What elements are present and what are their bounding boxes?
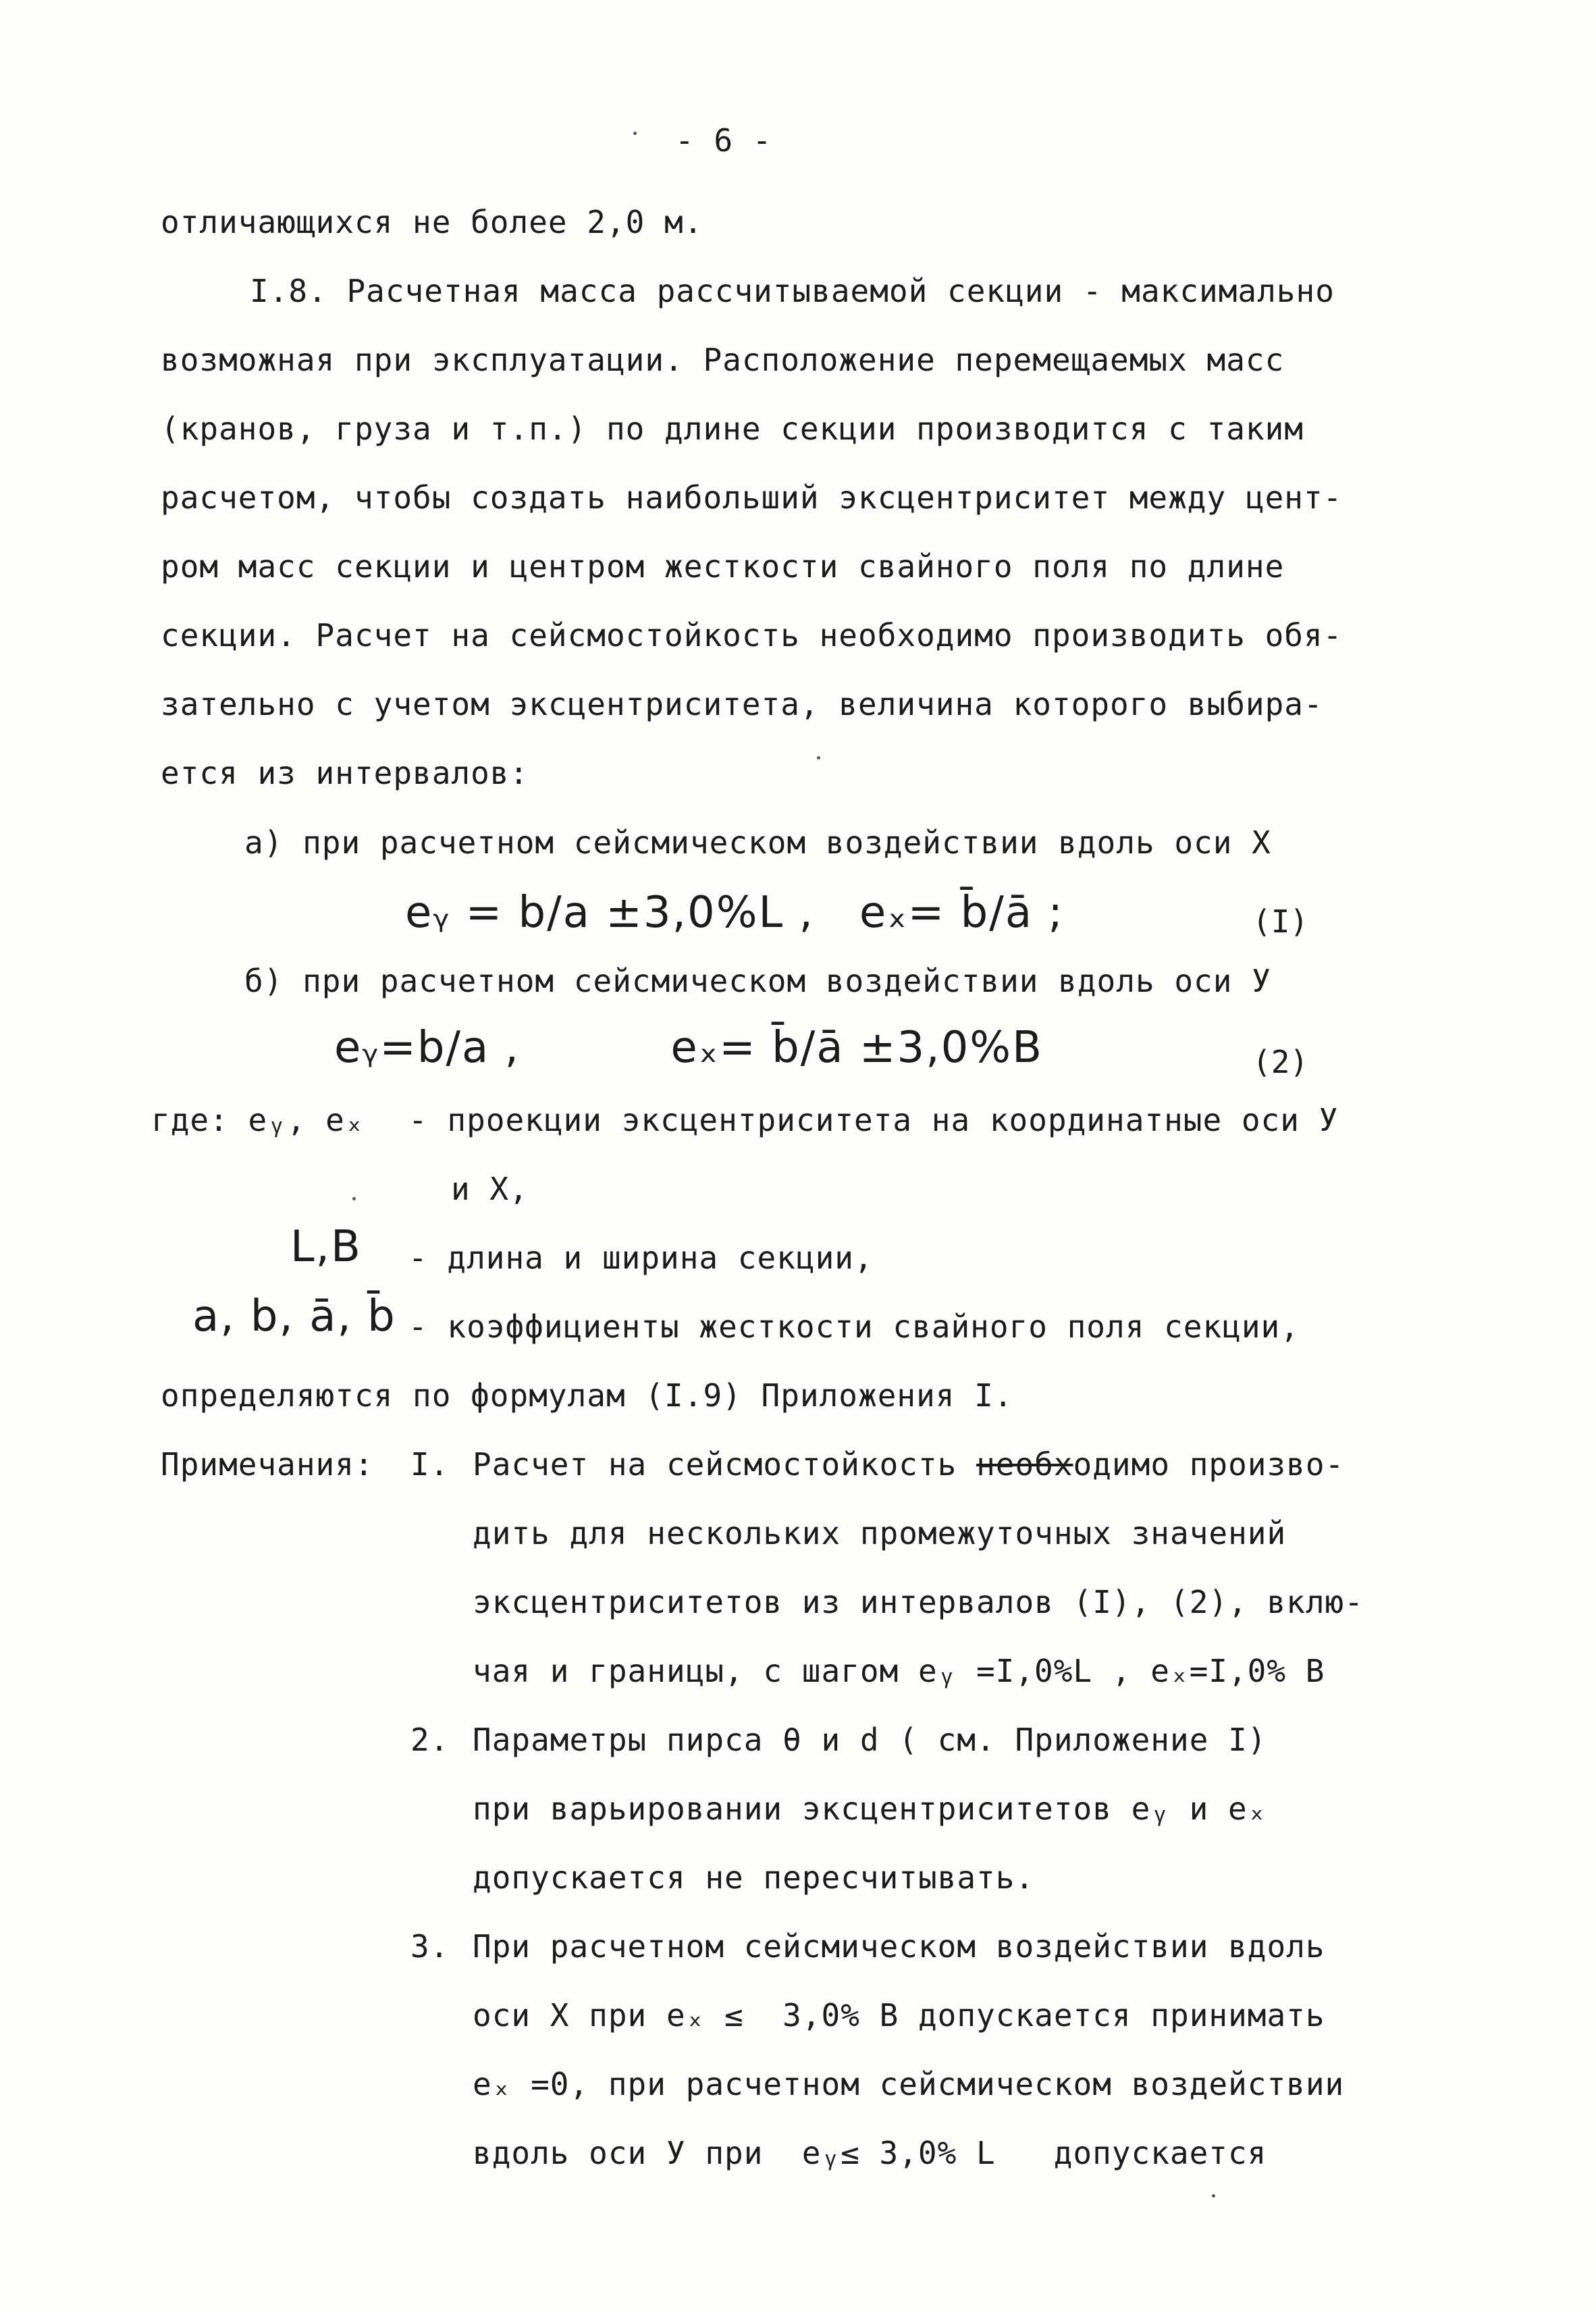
definitions-tail: определяются по формулам (I.9) Приложения I.: [161, 1377, 1013, 1414]
scan-speck: [1212, 2194, 1215, 2198]
note-number: 2.: [410, 1722, 450, 1758]
definition-text: - коэффициенты жесткости свайного поля секции,: [408, 1308, 1300, 1345]
note-line: оси X при eₓ ≤ 3,0% B допускается принимать: [473, 1997, 1325, 2033]
formula-2: eᵧ=b/a , eₓ= b̄/ā ±3,0%B: [334, 1023, 1043, 1073]
note-line: дить для нескольких промежуточных значений: [473, 1515, 1287, 1551]
note-line: вдоль оси У при eᵧ≤ 3,0% L допускается: [473, 2135, 1267, 2171]
page-number: - 6 -: [675, 122, 772, 159]
definition-text: - длина и ширина секции,: [408, 1240, 874, 1276]
paragraph-line: ется из интервалов:: [161, 755, 529, 791]
note-line: Параметры пирса θ и d ( см. Приложение I): [473, 1722, 1267, 1758]
note-number: 3.: [410, 1928, 450, 1965]
text-line: отличающихся не более 2,0 м.: [161, 204, 703, 240]
paragraph-line: секции. Расчет на сейсмостойкость необходимо производить обя-: [161, 617, 1343, 654]
definition-symbol: a, b, ā, b̄: [192, 1292, 396, 1341]
note-line: eₓ =0, при расчетном сейсмическом воздействии: [473, 2066, 1345, 2102]
struck-text: необх: [976, 1446, 1073, 1483]
paragraph-line: расчетом, чтобы создать наибольший эксцентриситет между цент-: [161, 479, 1343, 516]
scan-speck: [633, 132, 637, 135]
scan-speck: [352, 1197, 356, 1200]
definition-text: и X,: [451, 1171, 529, 1207]
note-number: I.: [410, 1446, 450, 1483]
definition-text: - проекции эксцентриситета на координатные оси У: [408, 1102, 1339, 1138]
formula-1: eᵧ = b/a ±3,0%L , eₓ= b̄/ā ;: [405, 888, 1064, 938]
paragraph-line: возможная при эксплуатации. Расположение перемещаемых масс: [161, 342, 1285, 378]
note-line: допускается не пересчитывать.: [473, 1859, 1035, 1896]
formula-1-number: (I): [1252, 903, 1309, 940]
note-line: [473, 1446, 1345, 1483]
note-text: одимо произво-: [1073, 1446, 1345, 1483]
scan-speck: [817, 756, 820, 760]
note-line: эксцентриситетов из интервалов (I), (2), вклю-: [473, 1584, 1364, 1620]
case-a-label: а) при расчетном сейсмическом воздействии вдоль оси X: [244, 824, 1271, 861]
note-text: Расчет на сейсмостойкость: [473, 1446, 977, 1483]
note-line: при варьировании эксцентриситетов eᵧ и eₓ: [473, 1790, 1267, 1827]
formula-2-number: (2): [1252, 1044, 1309, 1080]
paragraph-line: (кранов, груза и т.п.) по длине секции производится с таким: [161, 410, 1304, 447]
paragraph-line: зательно с учетом эксцентриситета, величина которого выбира-: [161, 686, 1323, 722]
definition-symbol: где: eᵧ, eₓ: [151, 1102, 365, 1138]
paragraph-line: ром масс секции и центром жесткости свайного поля по длине: [161, 548, 1285, 585]
note-line: чая и границы, с шагом eᵧ =I,0%L , eₓ=I,0% B: [473, 1653, 1325, 1689]
case-b-label: б) при расчетном сейсмическом воздействии вдоль оси У: [244, 963, 1271, 999]
note-line: При расчетном сейсмическом воздействии вдоль: [473, 1928, 1325, 1965]
definition-symbol: L,B: [290, 1222, 362, 1272]
notes-label: Примечания:: [161, 1446, 374, 1483]
paragraph-line: I.8. Расчетная масса рассчитываемой секции - максимально: [250, 273, 1335, 309]
